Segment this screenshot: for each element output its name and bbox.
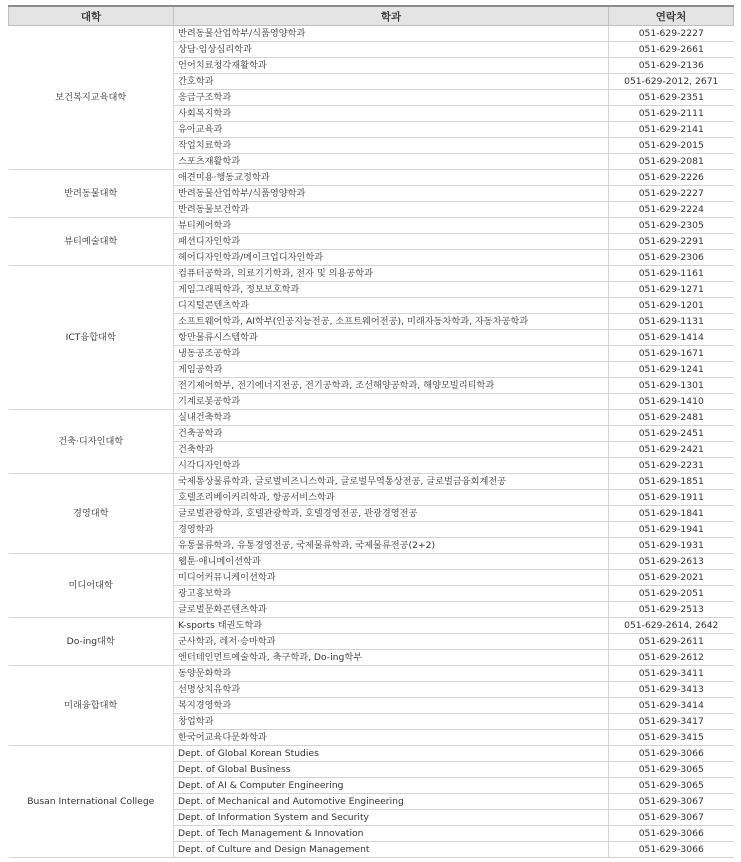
college-name: 보건복지교육대학 — [9, 26, 174, 170]
department-name: 게임그래픽학과, 정보보호학과 — [174, 282, 609, 298]
table-row — [9, 666, 734, 682]
phone-number: 051-629-2227 — [609, 186, 734, 202]
phone-number: 051-629-2231 — [609, 458, 734, 474]
table-row — [9, 26, 734, 42]
phone-number: 051-629-2081 — [609, 154, 734, 170]
table-row — [9, 474, 734, 490]
phone-number: 051-629-2226 — [609, 170, 734, 186]
table-row — [9, 218, 734, 234]
department-name: 시각디자인학과 — [174, 458, 609, 474]
department-name: 게임공학과 — [174, 362, 609, 378]
phone-number: 051-629-1271 — [609, 282, 734, 298]
phone-number: 051-629-2305 — [609, 218, 734, 234]
department-name: 창업학과 — [174, 714, 609, 730]
department-name: 헤어디자인학과/메이크업디자인학과 — [174, 250, 609, 266]
phone-number: 051-629-2306 — [609, 250, 734, 266]
department-contact-table — [8, 5, 734, 858]
table-row — [9, 410, 734, 426]
department-name: 선명상치유학과 — [174, 682, 609, 698]
department-name: 간호학과 — [174, 74, 609, 90]
phone-number: 051-629-3066 — [609, 842, 734, 858]
table-row — [9, 618, 734, 634]
department-name: 유통물류학과, 유통경영전공, 국제물류학과, 국제물류전공(2+2) — [174, 538, 609, 554]
department-name: 반려동물산업학부/식품영양학과 — [174, 26, 609, 42]
phone-number: 051-629-2111 — [609, 106, 734, 122]
college-name: Busan International College — [9, 746, 174, 858]
department-name: 상담·임상심리학과 — [174, 42, 609, 58]
phone-number: 051-629-1841 — [609, 506, 734, 522]
phone-number: 051-629-3067 — [609, 794, 734, 810]
college-name: 미래융합대학 — [9, 666, 174, 746]
department-name: 글로벌관광학과, 호텔관광학과, 호텔경영전공, 관광경영전공 — [174, 506, 609, 522]
phone-number: 051-629-3066 — [609, 746, 734, 762]
phone-number: 051-629-3415 — [609, 730, 734, 746]
header-college: 대학 — [9, 6, 174, 26]
phone-number: 051-629-3411 — [609, 666, 734, 682]
department-name: 언어치료청각재활학과 — [174, 58, 609, 74]
phone-number: 051-629-2291 — [609, 234, 734, 250]
phone-number: 051-629-1671 — [609, 346, 734, 362]
department-name: Dept. of AI & Computer Engineering — [174, 778, 609, 794]
department-name: 엔터테인먼트예술학과, 축구학과, Do-ing학부 — [174, 650, 609, 666]
department-name: 미디어커뮤니케이션학과 — [174, 570, 609, 586]
department-name: 웹툰·애니메이션학과 — [174, 554, 609, 570]
table-header-row — [9, 6, 734, 26]
department-name: Dept. of Information System and Security — [174, 810, 609, 826]
department-name: 복지경영학과 — [174, 698, 609, 714]
phone-number: 051-629-2613 — [609, 554, 734, 570]
college-name: ICT융합대학 — [9, 266, 174, 410]
phone-number: 051-629-2614, 2642 — [609, 618, 734, 634]
phone-number: 051-629-2481 — [609, 410, 734, 426]
department-name: 컴퓨터공학과, 의료기기학과, 전자 및 의용공학과 — [174, 266, 609, 282]
phone-number: 051-629-2051 — [609, 586, 734, 602]
department-name: 스포츠재활학과 — [174, 154, 609, 170]
phone-number: 051-629-2015 — [609, 138, 734, 154]
phone-number: 051-629-1414 — [609, 330, 734, 346]
department-name: 냉동공조공학과 — [174, 346, 609, 362]
department-name: 군사학과, 레저·승마학과 — [174, 634, 609, 650]
phone-number: 051-629-3413 — [609, 682, 734, 698]
phone-number: 051-629-2421 — [609, 442, 734, 458]
department-name: 경영학과 — [174, 522, 609, 538]
department-name: 기계로봇공학과 — [174, 394, 609, 410]
phone-number: 051-629-2661 — [609, 42, 734, 58]
phone-number: 051-629-3065 — [609, 762, 734, 778]
table-row — [9, 554, 734, 570]
table-row — [9, 170, 734, 186]
phone-number: 051-629-1410 — [609, 394, 734, 410]
phone-number: 051-629-3067 — [609, 810, 734, 826]
department-name: 호텔조리베이커리학과, 항공서비스학과 — [174, 490, 609, 506]
phone-number: 051-629-1911 — [609, 490, 734, 506]
department-name: Dept. of Culture and Design Management — [174, 842, 609, 858]
department-name: Dept. of Global Korean Studies — [174, 746, 609, 762]
department-name: 애견미용·행동교정학과 — [174, 170, 609, 186]
phone-number: 051-629-1301 — [609, 378, 734, 394]
phone-number: 051-629-3066 — [609, 826, 734, 842]
phone-number: 051-629-2012, 2671 — [609, 74, 734, 90]
phone-number: 051-629-1241 — [609, 362, 734, 378]
college-name: 뷰티예술대학 — [9, 218, 174, 266]
department-name: 사회복지학과 — [174, 106, 609, 122]
department-name: 디지털콘텐츠학과 — [174, 298, 609, 314]
phone-number: 051-629-2451 — [609, 426, 734, 442]
department-name: 동양문화학과 — [174, 666, 609, 682]
phone-number: 051-629-2351 — [609, 90, 734, 106]
department-name: 반려동물보건학과 — [174, 202, 609, 218]
table-body — [9, 26, 734, 858]
department-name: Dept. of Mechanical and Automotive Engineering — [174, 794, 609, 810]
phone-number: 051-629-1131 — [609, 314, 734, 330]
department-name: 항만물류시스템학과 — [174, 330, 609, 346]
phone-number: 051-629-3417 — [609, 714, 734, 730]
department-name: 실내건축학과 — [174, 410, 609, 426]
department-name: 건축공학과 — [174, 426, 609, 442]
phone-number: 051-629-2513 — [609, 602, 734, 618]
department-name: 작업치료학과 — [174, 138, 609, 154]
header-department: 학과 — [174, 6, 609, 26]
phone-number: 051-629-1931 — [609, 538, 734, 554]
college-name: 경영대학 — [9, 474, 174, 554]
contact-table-container — [8, 5, 733, 858]
phone-number: 051-629-1851 — [609, 474, 734, 490]
phone-number: 051-629-1161 — [609, 266, 734, 282]
department-name: 소프트웨어학과, AI학부(인공지능전공, 소프트웨어전공), 미래자동차학과, 자동차공학과 — [174, 314, 609, 330]
department-name: 패션디자인학과 — [174, 234, 609, 250]
department-name: Dept. of Tech Management & Innovation — [174, 826, 609, 842]
table-row — [9, 746, 734, 762]
phone-number: 051-629-3065 — [609, 778, 734, 794]
department-name: 뷰티케어학과 — [174, 218, 609, 234]
phone-number: 051-629-2227 — [609, 26, 734, 42]
phone-number: 051-629-3414 — [609, 698, 734, 714]
phone-number: 051-629-2136 — [609, 58, 734, 74]
department-name: 한국어교육다문화학과 — [174, 730, 609, 746]
table-row — [9, 266, 734, 282]
department-name: 건축학과 — [174, 442, 609, 458]
college-name: 반려동물대학 — [9, 170, 174, 218]
department-name: 광고홍보학과 — [174, 586, 609, 602]
department-name: 반려동물산업학부/식품영양학과 — [174, 186, 609, 202]
department-name: 국제통상물류학과, 글로벌비즈니스학과, 글로벌무역통상전공, 글로벌금융회계전공 — [174, 474, 609, 490]
header-phone: 연락처 — [609, 6, 734, 26]
phone-number: 051-629-2021 — [609, 570, 734, 586]
college-name: 미디어대학 — [9, 554, 174, 618]
phone-number: 051-629-2224 — [609, 202, 734, 218]
department-name: 글로벌문화콘텐츠학과 — [174, 602, 609, 618]
phone-number: 051-629-2141 — [609, 122, 734, 138]
department-name: K-sports 태권도학과 — [174, 618, 609, 634]
phone-number: 051-629-1941 — [609, 522, 734, 538]
phone-number: 051-629-2612 — [609, 650, 734, 666]
college-name: 건축·디자인대학 — [9, 410, 174, 474]
phone-number: 051-629-2611 — [609, 634, 734, 650]
college-name: Do-ing대학 — [9, 618, 174, 666]
department-name: 전기제어학부, 전기에너지전공, 전기공학과, 조선해양공학과, 해양모빌리티학과 — [174, 378, 609, 394]
department-name: 유아교육과 — [174, 122, 609, 138]
phone-number: 051-629-1201 — [609, 298, 734, 314]
department-name: 응급구조학과 — [174, 90, 609, 106]
department-name: Dept. of Global Business — [174, 762, 609, 778]
